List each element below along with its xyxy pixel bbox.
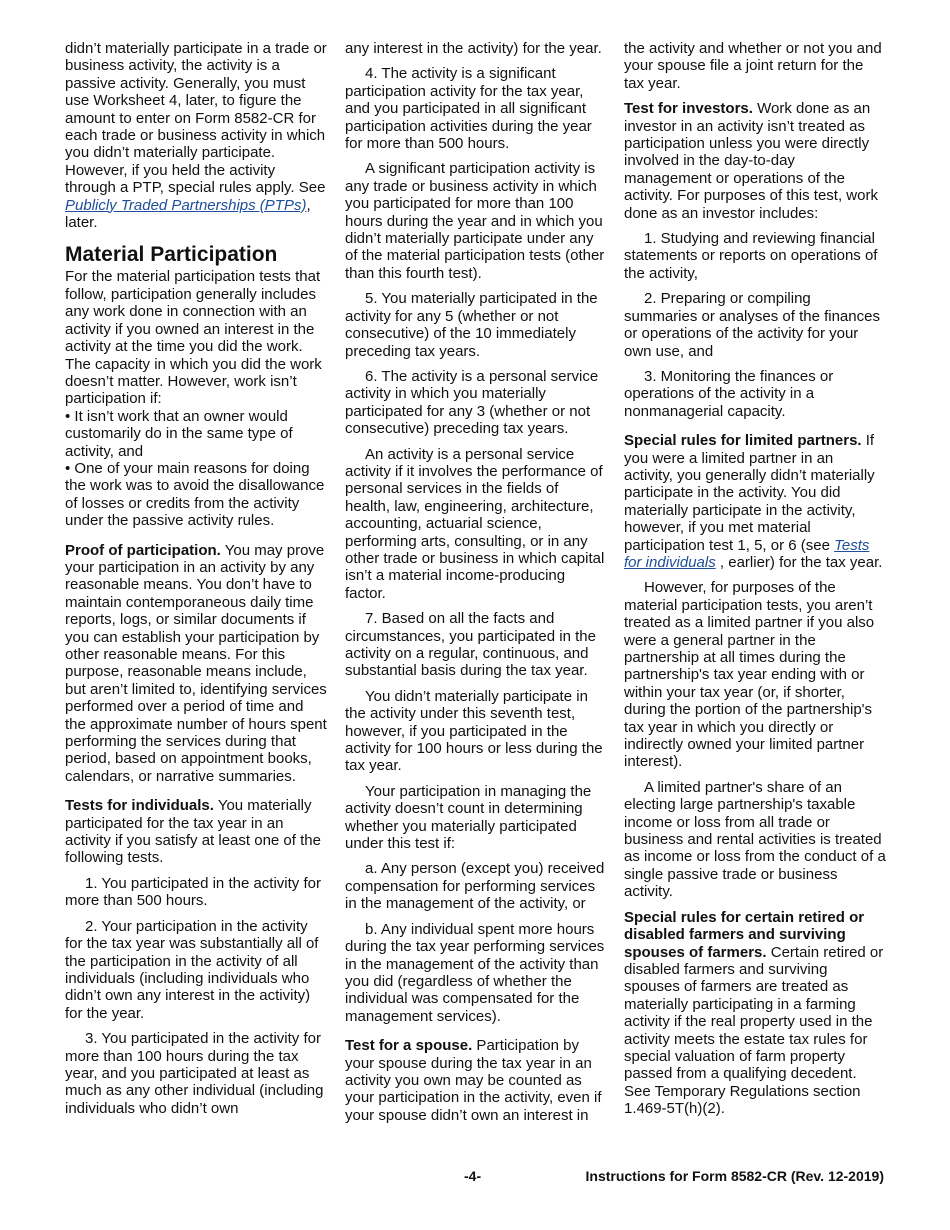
page-number: -4- [464,1168,482,1184]
tests-paragraph: Tests for individuals. You materially participated for the tax year in an activity if you satisfy at least one of the following tests. [65,797,321,867]
paragraph: However, for purposes of the material participation tests, you aren’t treated as a limited partner if you also were a general partner in the partnership at all times during the partnership's tax year ending with or within your tax year (or, if shorter, during the portion of the partnership's tax year in which you directly or indirectly owned your limited partner interest). [624,579,875,771]
section-heading: Material Participation [65,243,278,267]
paragraph: Your participation in managing the activity doesn’t count in determining whether you materially participated under this test if: [345,782,592,853]
column-1 [65,40,327,1125]
test-item: 4. The activity is a significant participation activity for the tax year, and you participated in all significant participation activities during the year for more than 500 hours. [345,65,592,153]
list-item: 3. Monitoring the finances or operations of the activity in a nonmanagerial capacity. [624,367,834,420]
list-item: 1. Studying and reviewing financial statements or reports on operations of the activity, [624,230,878,282]
bullet-item: • It isn’t work that an owner would customarily do in the same type of activity, and [65,407,293,460]
list-item: 2. Preparing or compiling summaries or analyses of the finances or operations of the activity for your own use, and [624,290,880,360]
paragraph: An activity is a personal service activity if it involves the performance of personal services in the fields of health, law, engineering, architecture, accounting, actuarial science, performing arts, consulting, or in any other trade or business in which capital isn’t a material income-producing factor. [345,445,605,602]
list-item: b. Any individual spent more hours during the tax year performing services in the management of the activity than you did (regardless of whether the individual was compensated for the management services). [345,920,605,1025]
test-item: 5. You materially participated in the activity for any 5 (whether or not consecutive) of the 10 immediately preceding tax years. [345,290,598,360]
continued-paragraph: any interest in the activity) for the year. [345,40,602,57]
limited-partners-paragraph: Special rules for limited partners. If you were a limited partner in an activity, you generally didn’t materially participate in the activity. You did materially participate in the activity, however, if you met material participation test 1, 5, or 6 (see Tests for individuals , earlier) for the tax year. [624,432,883,571]
footer-title: Instructions for Form 8582-CR (Rev. 12-2019) [585,1168,884,1184]
test-item: 7. Based on all the facts and circumstances, you participated in the activity on a regular, continuous, and substantial basis during the tax year. [345,610,596,680]
test-item: 1. You participated in the activity for more than 500 hours. [65,874,321,910]
test-item: 6. The activity is a personal service activity in which you materially participated for any 3 (whether or not consecutive) preceding tax years. [345,367,599,438]
column-2 [345,40,607,1132]
material-participation-paragraph: For the material participation tests that follow, participation generally includes any work done in connection with an activity if you owned an interest in the activity at the time you did the work. The capacity in which you did the work doesn’t matter. However, work isn’t participation if: [65,268,322,408]
paragraph: A significant participation activity is any trade or business activity in which you participated for more than 100 hours during the year and in which you didn’t materially participate under any of the material participation tests (other than this fourth test). [345,160,605,282]
bullet-item: • One of your main reasons for doing the work was to avoid the disallowance of losses or credits from the activity under the passive activity rules. [65,459,325,530]
ptp-link[interactable]: Publicly Traded Partnerships (PTPs) [65,196,307,214]
proof-paragraph: Proof of participation. You may prove your participation in an activity by any reasonable means. You don’t have to maintain contemporaneous daily time reports, logs, or similar documents if you can establish your participation by other reasonable means. For this purpose, reasonable means include, but aren’t limited to, identifying services performed over a period of time and the approximate number of hours spent performing the services during that period, based on appointment books, calendars, or narrative summaries. [65,541,327,785]
paragraph: You didn’t materially participate in the activity under this seventh test, however, if you participated in the activity for 100 hours or less during the tax year. [345,687,603,775]
intro-paragraph: didn’t materially participate in a trade or business activity, the activity is a passive activity. Generally, you must use Worksheet 4, later, to figure the amount to enter on Form 8582-CR for each trade or business activity in which you didn’t materially participate. However, if you held the activity through a PTP, special rules apply. See Publicly Traded Partnerships (PTPs), later. [65,40,327,232]
spouse-paragraph: Test for a spouse. Participation by your spouse during the tax year in an activity you own may be counted as your participation in the activity, even if your spouse didn’t own an interest in [345,1037,602,1124]
investors-paragraph: Test for investors. Work done as an investor in an activity isn’t treated as participation unless you were directly involved in the day-to-day management or operations of the activity. For purposes of this test, work done as an investor includes: [624,100,878,222]
column-3 [624,40,886,1126]
continued-paragraph: the activity and whether or not you and your spouse file a joint return for the tax year. [624,40,882,92]
test-item: 2. Your participation in the activity for the tax year was substantially all of the participation in the activity of all individuals (including individuals who didn’t own any interest in the activity) for the year. [65,917,319,1022]
test-item: 3. You participated in the activity for more than 100 hours during the tax year, and you participated at least as much as any other individual (including individuals who didn’t own [65,1030,324,1117]
paragraph: A limited partner's share of an electing large partnership's taxable income or loss from all trade or business and rental activities is treated as income or loss from the conduct of a single passive trade or business activity. [624,778,886,901]
list-item: a. Any person (except you) received compensation for performing services in the management of the activity, or [345,860,605,913]
tests-for-individuals-link[interactable]: Tests for individuals [624,536,870,571]
farmers-paragraph: Special rules for certain retired or disabled farmers and surviving spouses of farmers. Certain retired or disabled farmers and surviving spouses of farmers are treated as materially participating in a farming activity if the real property used in the activity meets the estate tax rules for special valuation of farm property passed from a qualifying decedent. See Temporary Regulations section 1.469-5T(h)(2). [624,908,884,1118]
